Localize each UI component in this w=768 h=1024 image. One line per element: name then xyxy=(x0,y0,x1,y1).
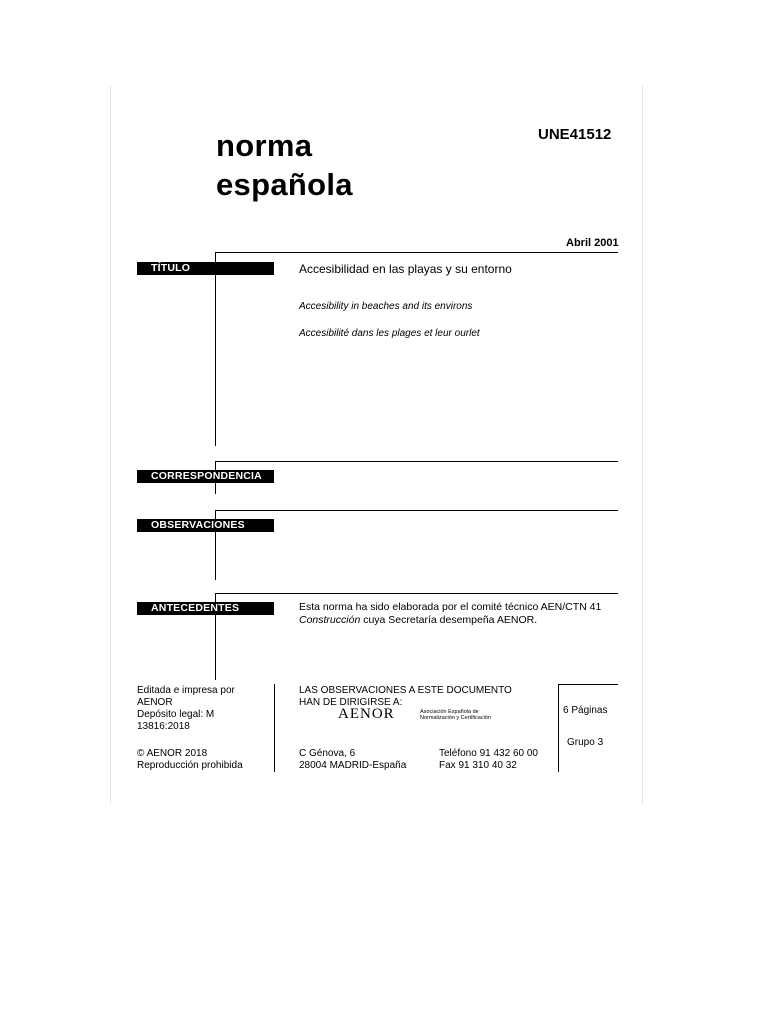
standard-code: UNE41512 xyxy=(538,126,612,143)
observations-line2: HAN DE DIRIGIRSE A: xyxy=(299,697,403,708)
aenor-subtitle-line1: Asociación Española de xyxy=(420,709,479,715)
copyright: © AENOR 2018 xyxy=(137,748,208,759)
sheet-left-edge xyxy=(110,86,111,804)
price-group: Grupo 3 xyxy=(567,737,604,748)
divider-antecedentes xyxy=(215,593,618,594)
publication-date: Abril 2001 xyxy=(566,237,619,249)
doc-title-line2: española xyxy=(216,167,353,202)
footer-vline-left xyxy=(274,684,275,772)
antecedentes-text-line2 xyxy=(299,614,537,626)
aenor-logo: AENOR xyxy=(338,706,395,722)
divider-correspondencia xyxy=(215,461,618,462)
publisher-line1: Editada e impresa por xyxy=(137,685,235,696)
doc-title-line1: norma xyxy=(216,128,313,163)
address-line2: 28004 MADRID-España xyxy=(299,760,407,771)
deposit-line1: Depósito legal: M xyxy=(137,709,215,720)
sheet-right-edge xyxy=(642,86,643,804)
deposit-line2: 13816:2018 xyxy=(137,721,190,732)
observations-line1: LAS OBSERVACIONES A ESTE DOCUMENTO xyxy=(299,685,512,696)
footer-vline-right xyxy=(558,684,559,772)
address-line1: C Génova, 6 xyxy=(299,748,356,759)
divider-observaciones xyxy=(215,510,618,511)
section-label-titulo: TÍTULO xyxy=(137,262,274,275)
vline-titulo xyxy=(215,252,216,446)
committee-name: Construcción xyxy=(299,614,361,626)
section-label-observaciones: OBSERVACIONES xyxy=(137,519,274,532)
fax-number: Fax 91 310 40 32 xyxy=(439,760,517,771)
reproduction-notice: Reproducción prohibida xyxy=(137,760,243,771)
footer-hline-right xyxy=(558,684,618,685)
page-count: 6 Páginas xyxy=(563,705,608,716)
antecedentes-text-line1: Esta norma ha sido elaborada por el comité técnico AEN/CTN 41 xyxy=(299,601,602,613)
title-french: Accesibilité dans les plages et leur ourlet xyxy=(299,328,480,339)
section-label-antecedentes: ANTECEDENTES xyxy=(137,602,274,615)
phone-number: Teléfono 91 432 60 00 xyxy=(439,748,538,759)
title-spanish: Accesibilidad en las playas y su entorno xyxy=(299,262,512,276)
publisher-line2: AENOR xyxy=(137,697,173,708)
title-english: Accesibility in beaches and its environs xyxy=(299,301,473,312)
aenor-subtitle-line2: Normalización y Certificación xyxy=(420,715,491,721)
antecedentes-text-rest: cuya Secretaría desempeña AENOR. xyxy=(360,614,538,626)
section-label-correspondencia: CORRESPONDENCIA xyxy=(137,470,274,483)
divider-titulo xyxy=(215,252,618,253)
